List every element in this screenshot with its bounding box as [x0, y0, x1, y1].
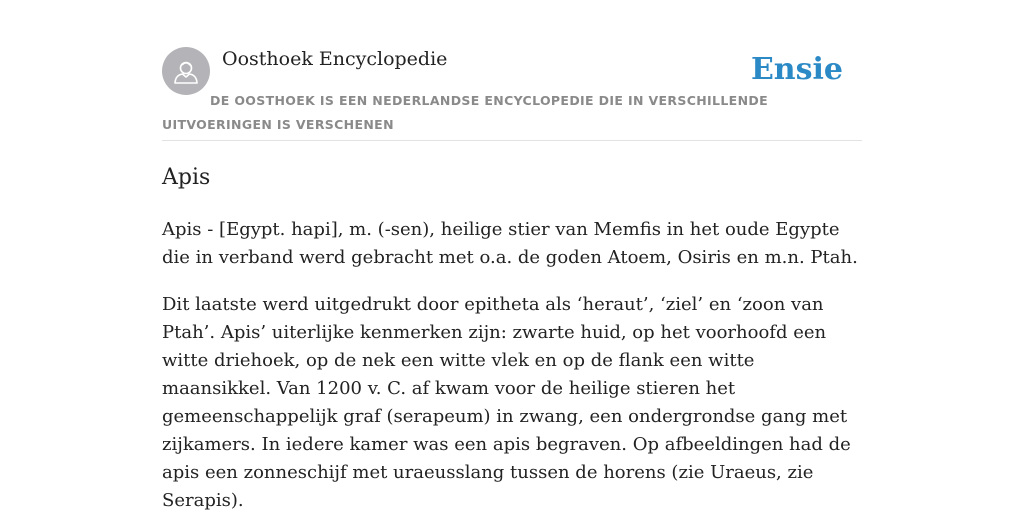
site-tagline: DE OOSTHOEK IS EEN NEDERLANDSE ENCYCLOPEDIE DIE IN VERSCHILLENDE UITVOERINGEN IS VERSCHENEN [162, 93, 768, 132]
article [162, 162, 864, 512]
header [162, 44, 862, 141]
avatar[interactable] [162, 47, 210, 95]
user-icon [162, 47, 210, 95]
article-title: Apis [162, 165, 211, 190]
site-title[interactable]: Oosthoek Encyclopedie [222, 48, 448, 70]
article-paragraph: Dit laatste werd uitgedrukt door epitheta als ‘heraut’, ‘ziel’ en ‘zoon van Ptah’. Apis’ uiterlijke kenmerken zijn: zwarte huid, op het voorhoofd een witte driehoek, op de nek een witte vlek en op de flank een witte maansikkel. Van 1200 v. C. af kwam voor de heilige stieren het gemeenschappelijk graf (serapeum) in zwang, een ondergrondse gang met zijkamers. In iedere kamer was een apis begraven. Op afbeeldingen had de apis een zonneschijf met uraeusslang tussen de horens (zie Uraeus, zie Serapis). [162, 294, 851, 511]
brand-logo[interactable]: Ensie [750, 52, 843, 87]
article-paragraph: Apis - [Egypt. hapi], m. (-sen), heilige stier van Memfis in het oude Egypte die in verband werd gebracht met o.a. de goden Atoem, Osiris en m.n. Ptah. [162, 219, 858, 268]
